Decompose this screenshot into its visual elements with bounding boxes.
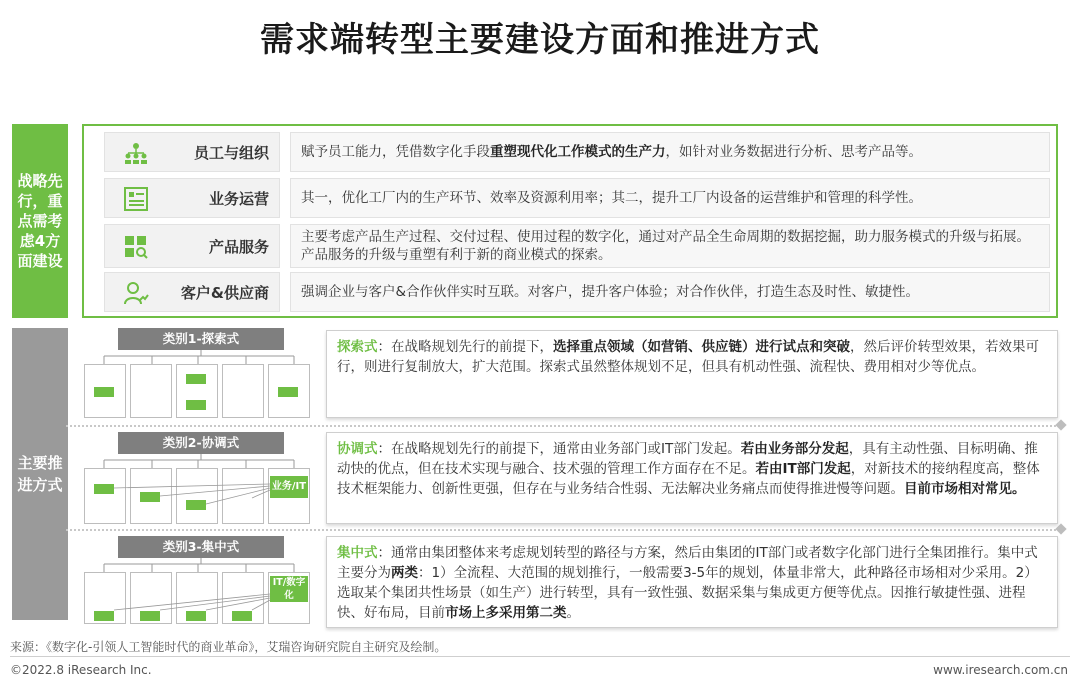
divider-diamond [1055, 419, 1066, 430]
it-digital-tag: IT/数字化 [270, 576, 308, 602]
strategy-side-label: 战略先行，重点需考虑4方面建设 [12, 124, 68, 318]
pilot-block [278, 387, 298, 397]
pilot-block [140, 611, 160, 621]
diagram-label: 类别3-集中式 [118, 536, 284, 558]
strategy-desc: 强调企业与客户&合作伙伴实时互联。对客户，提升客户体验；对合作伙伴，打造生态及时性、敏捷性。 [290, 272, 1050, 312]
mode-exploratory-desc: 探索式：在战略规划先行的前提下，选择重点领域（如营销、供应链）进行试点和突破，然后评价转型效果，若效果可行，则进行复制放大，扩大范围。探索式虽然整体规划不足，但具有机动性强、流程快、费用相对少等优点。 [326, 330, 1058, 418]
unit-box [130, 364, 172, 418]
footer-divider [10, 656, 1070, 657]
strategy-label: 产品服务 [208, 238, 269, 256]
mode-coordinated-desc: 协调式：在战略规划先行的前提下，通常由业务部门或IT部门发起。若由业务部分发起，具有主动性强、目标明确、推动快的优点，但在技术实现与融合、技术强的管理工作方面存在不足。若由IT部门发起，对新技术的接纳程度高，整体技术框架能力、创新性更强，但存在与业务结合性弱、无法解决业务痛点而使得推进慢等问题。目前市场相对常见。 [326, 432, 1058, 524]
customer-growth-icon [123, 281, 149, 305]
copyright: ©2022.8 iResearch Inc. [10, 663, 152, 677]
people-organization-icon [123, 141, 149, 165]
pilot-block [186, 374, 206, 384]
diagram-coordinated [82, 432, 314, 528]
strategy-desc: 主要考虑产品生产过程、交付过程、使用过程的数字化，通过对产品全生命周期的数据挖掘，助力服务模式的升级与拓展。产品服务的升级与重塑有利于新的商业模式的探索。 [290, 224, 1050, 268]
pilot-block [186, 500, 206, 510]
pilot-block [186, 611, 206, 621]
strategy-row [104, 178, 1050, 218]
diagram-exploratory [82, 328, 314, 420]
mode-centralized-desc: 集中式：通常由集团整体来考虑规划转型的路径与方案，然后由集团的IT部门或者数字化部门进行全集团推行。集中式主要分为两类：1）全流程、大范围的规划推行，一般需要3-5年的规划，体量非常大，此种路径市场相对少采用。2）选取某个集团共性场景（如生产）进行转型，具有一致性强、数据采集与集成更方便等优点。因推行敏捷性强、进程快、好布局，目前市场上多采用第二类。 [326, 536, 1058, 628]
pilot-block [232, 611, 252, 621]
pilot-block [94, 484, 114, 494]
grid-search-icon [123, 235, 149, 259]
business-it-tag: 业务/IT [270, 476, 308, 498]
strategy-desc: 赋予员工能力，凭借数字化手段重塑现代化工作模式的生产力，如针对业务数据进行分析、思考产品等。 [290, 132, 1050, 172]
document-list-icon [123, 187, 149, 211]
advance-side-label: 主要推进方式 [12, 328, 68, 620]
pilot-block [94, 387, 114, 397]
strategy-panel [82, 124, 1058, 318]
strategy-row [104, 224, 1050, 268]
divider-diamond [1055, 523, 1066, 534]
strategy-label: 业务运营 [208, 190, 269, 208]
divider [66, 529, 1060, 531]
strategy-label: 客户&供应商 [180, 284, 269, 302]
unit-box [222, 364, 264, 418]
page-title: 需求端转型主要建设方面和推进方式 [260, 20, 820, 60]
website-link[interactable]: www.iresearch.com.cn [933, 663, 1068, 677]
connector-lines [82, 454, 314, 468]
pilot-block [94, 611, 114, 621]
connector-lines [82, 350, 314, 364]
strategy-row [104, 272, 1050, 312]
diagram-label: 类别1-探索式 [118, 328, 284, 350]
source-note: 来源：《数字化-引领人工智能时代的商业革命》，艾瑞咨询研究院自主研究及绘制。 [10, 640, 447, 654]
divider [66, 425, 1060, 427]
diagram-label: 类别2-协调式 [118, 432, 284, 454]
diagram-centralized [82, 536, 314, 628]
strategy-desc: 其一，优化工厂内的生产环节、效率及资源利用率；其二，提升工厂内设备的运营维护和管理的科学性。 [290, 178, 1050, 218]
pilot-block [140, 492, 160, 502]
strategy-row [104, 132, 1050, 172]
strategy-label: 员工与组织 [193, 144, 269, 162]
pilot-block [186, 400, 206, 410]
connector-lines [82, 558, 314, 572]
